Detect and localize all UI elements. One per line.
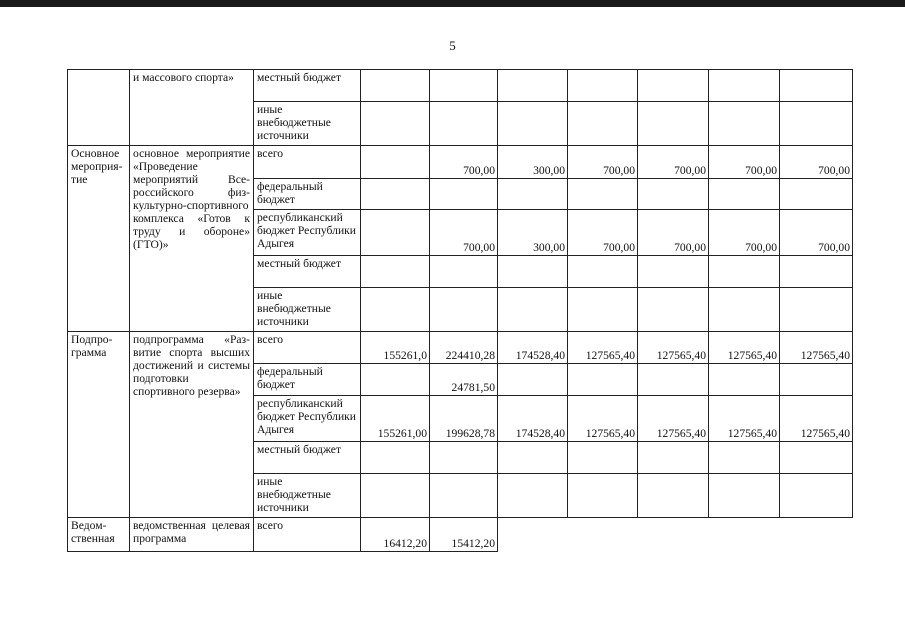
cell-source: всего	[254, 518, 361, 552]
cell-value	[638, 442, 709, 474]
cell-name: ведомственная целевая программа	[130, 518, 254, 552]
cell-source: иные внебюджетные источники	[254, 102, 361, 146]
cell-value	[709, 518, 780, 552]
cell-value	[780, 474, 853, 518]
cell-value: 700,00	[709, 210, 780, 256]
cell-source: всего	[254, 146, 361, 179]
cell-value	[780, 518, 853, 552]
cell-value	[568, 364, 638, 396]
cell-value	[498, 364, 568, 396]
cell-value: 700,00	[568, 146, 638, 179]
cell-value	[361, 256, 430, 288]
cell-source: местный бюджет	[254, 256, 361, 288]
cell-value: 700,00	[780, 146, 853, 179]
cell-source: иные внебюджетные источники	[254, 474, 361, 518]
cell-value	[361, 288, 430, 332]
cell-value	[780, 179, 853, 210]
cell-value	[709, 288, 780, 332]
cell-value	[568, 518, 638, 552]
cell-source: федеральный бюджет	[254, 179, 361, 210]
cell-value: 224410,28	[430, 332, 498, 364]
cell-value	[430, 288, 498, 332]
table-row	[68, 332, 853, 364]
cell-value	[780, 102, 853, 146]
cell-status	[68, 70, 130, 146]
cell-value: 199628,78	[430, 396, 498, 442]
cell-value	[568, 442, 638, 474]
cell-value	[638, 256, 709, 288]
cell-value	[568, 102, 638, 146]
cell-value: 700,00	[430, 210, 498, 256]
cell-value	[498, 518, 568, 552]
cell-value: 700,00	[430, 146, 498, 179]
table-row	[68, 146, 853, 179]
cell-value	[638, 102, 709, 146]
cell-value	[498, 256, 568, 288]
cell-value	[638, 179, 709, 210]
cell-value	[568, 474, 638, 518]
cell-value	[780, 288, 853, 332]
cell-value: 174528,40	[498, 332, 568, 364]
cell-value	[430, 256, 498, 288]
cell-value: 127565,40	[709, 396, 780, 442]
cell-value	[361, 102, 430, 146]
cell-value	[361, 442, 430, 474]
cell-value	[361, 179, 430, 210]
cell-value	[498, 102, 568, 146]
cell-value	[361, 146, 430, 179]
cell-value	[780, 364, 853, 396]
cell-value: 24781,50	[430, 364, 498, 396]
cell-value	[361, 70, 430, 102]
cell-source: всего	[254, 332, 361, 364]
cell-source: иные внебюджетные источники	[254, 288, 361, 332]
cell-name: и массового спорта»	[130, 70, 254, 146]
cell-value: 127565,40	[638, 332, 709, 364]
cell-value	[780, 256, 853, 288]
scan-top-edge	[0, 0, 905, 7]
cell-value: 15412,20	[430, 518, 498, 552]
cell-value	[498, 179, 568, 210]
cell-name: основное мероприятие «Проведение мероприятий Всероссийского физкультурно-спортивного комплекса «Готов к труду и обороне» (ГТО)»	[130, 146, 254, 332]
cell-value	[568, 288, 638, 332]
cell-value	[709, 179, 780, 210]
cell-value	[709, 364, 780, 396]
cell-value: 155261,0	[361, 332, 430, 364]
cell-value	[498, 70, 568, 102]
cell-status: Подпрограмма	[68, 332, 130, 518]
cell-value	[498, 288, 568, 332]
cell-value	[498, 474, 568, 518]
cell-value: 127565,40	[709, 332, 780, 364]
cell-value	[361, 210, 430, 256]
cell-value	[780, 70, 853, 102]
cell-source: местный бюджет	[254, 442, 361, 474]
cell-value	[780, 442, 853, 474]
table-row	[68, 70, 853, 102]
cell-value	[430, 70, 498, 102]
cell-value: 700,00	[709, 146, 780, 179]
cell-value	[709, 442, 780, 474]
cell-source: республиканский бюджет Республики Адыгея	[254, 396, 361, 442]
cell-value	[430, 442, 498, 474]
cell-value: 300,00	[498, 210, 568, 256]
cell-value: 700,00	[638, 210, 709, 256]
cell-value: 700,00	[638, 146, 709, 179]
cell-value	[638, 70, 709, 102]
cell-value	[430, 102, 498, 146]
cell-value	[498, 442, 568, 474]
cell-value	[709, 256, 780, 288]
page-number: 5	[449, 38, 456, 53]
cell-status: Основное мероприятие	[68, 146, 130, 332]
cell-value	[638, 518, 709, 552]
cell-value	[568, 256, 638, 288]
cell-value: 127565,40	[568, 332, 638, 364]
cell-name: подпрограмма «Развитие спорта высших достижений и системы подготовки спортивного резерва»	[130, 332, 254, 518]
cell-value: 174528,40	[498, 396, 568, 442]
cell-value	[709, 474, 780, 518]
cell-source: республиканский бюджет Республики Адыгея	[254, 210, 361, 256]
cell-value: 127565,40	[780, 396, 853, 442]
cell-value	[709, 102, 780, 146]
cell-value: 700,00	[780, 210, 853, 256]
cell-value	[638, 288, 709, 332]
cell-value: 16412,20	[361, 518, 430, 552]
budget-table	[67, 69, 853, 552]
cell-value	[638, 364, 709, 396]
cell-value	[430, 474, 498, 518]
cell-value	[709, 70, 780, 102]
cell-value: 127565,40	[780, 332, 853, 364]
cell-value	[568, 70, 638, 102]
cell-value: 127565,40	[638, 396, 709, 442]
cell-value: 127565,40	[568, 396, 638, 442]
cell-source: местный бюджет	[254, 70, 361, 102]
cell-value	[638, 474, 709, 518]
cell-source: федеральный бюджет	[254, 364, 361, 396]
cell-value: 300,00	[498, 146, 568, 179]
cell-status: Ведомственная	[68, 518, 130, 552]
cell-value: 155261,00	[361, 396, 430, 442]
cell-value: 700,00	[568, 210, 638, 256]
table-row	[68, 518, 853, 552]
cell-value	[430, 179, 498, 210]
cell-value	[568, 179, 638, 210]
cell-value	[361, 474, 430, 518]
cell-value	[361, 364, 430, 396]
